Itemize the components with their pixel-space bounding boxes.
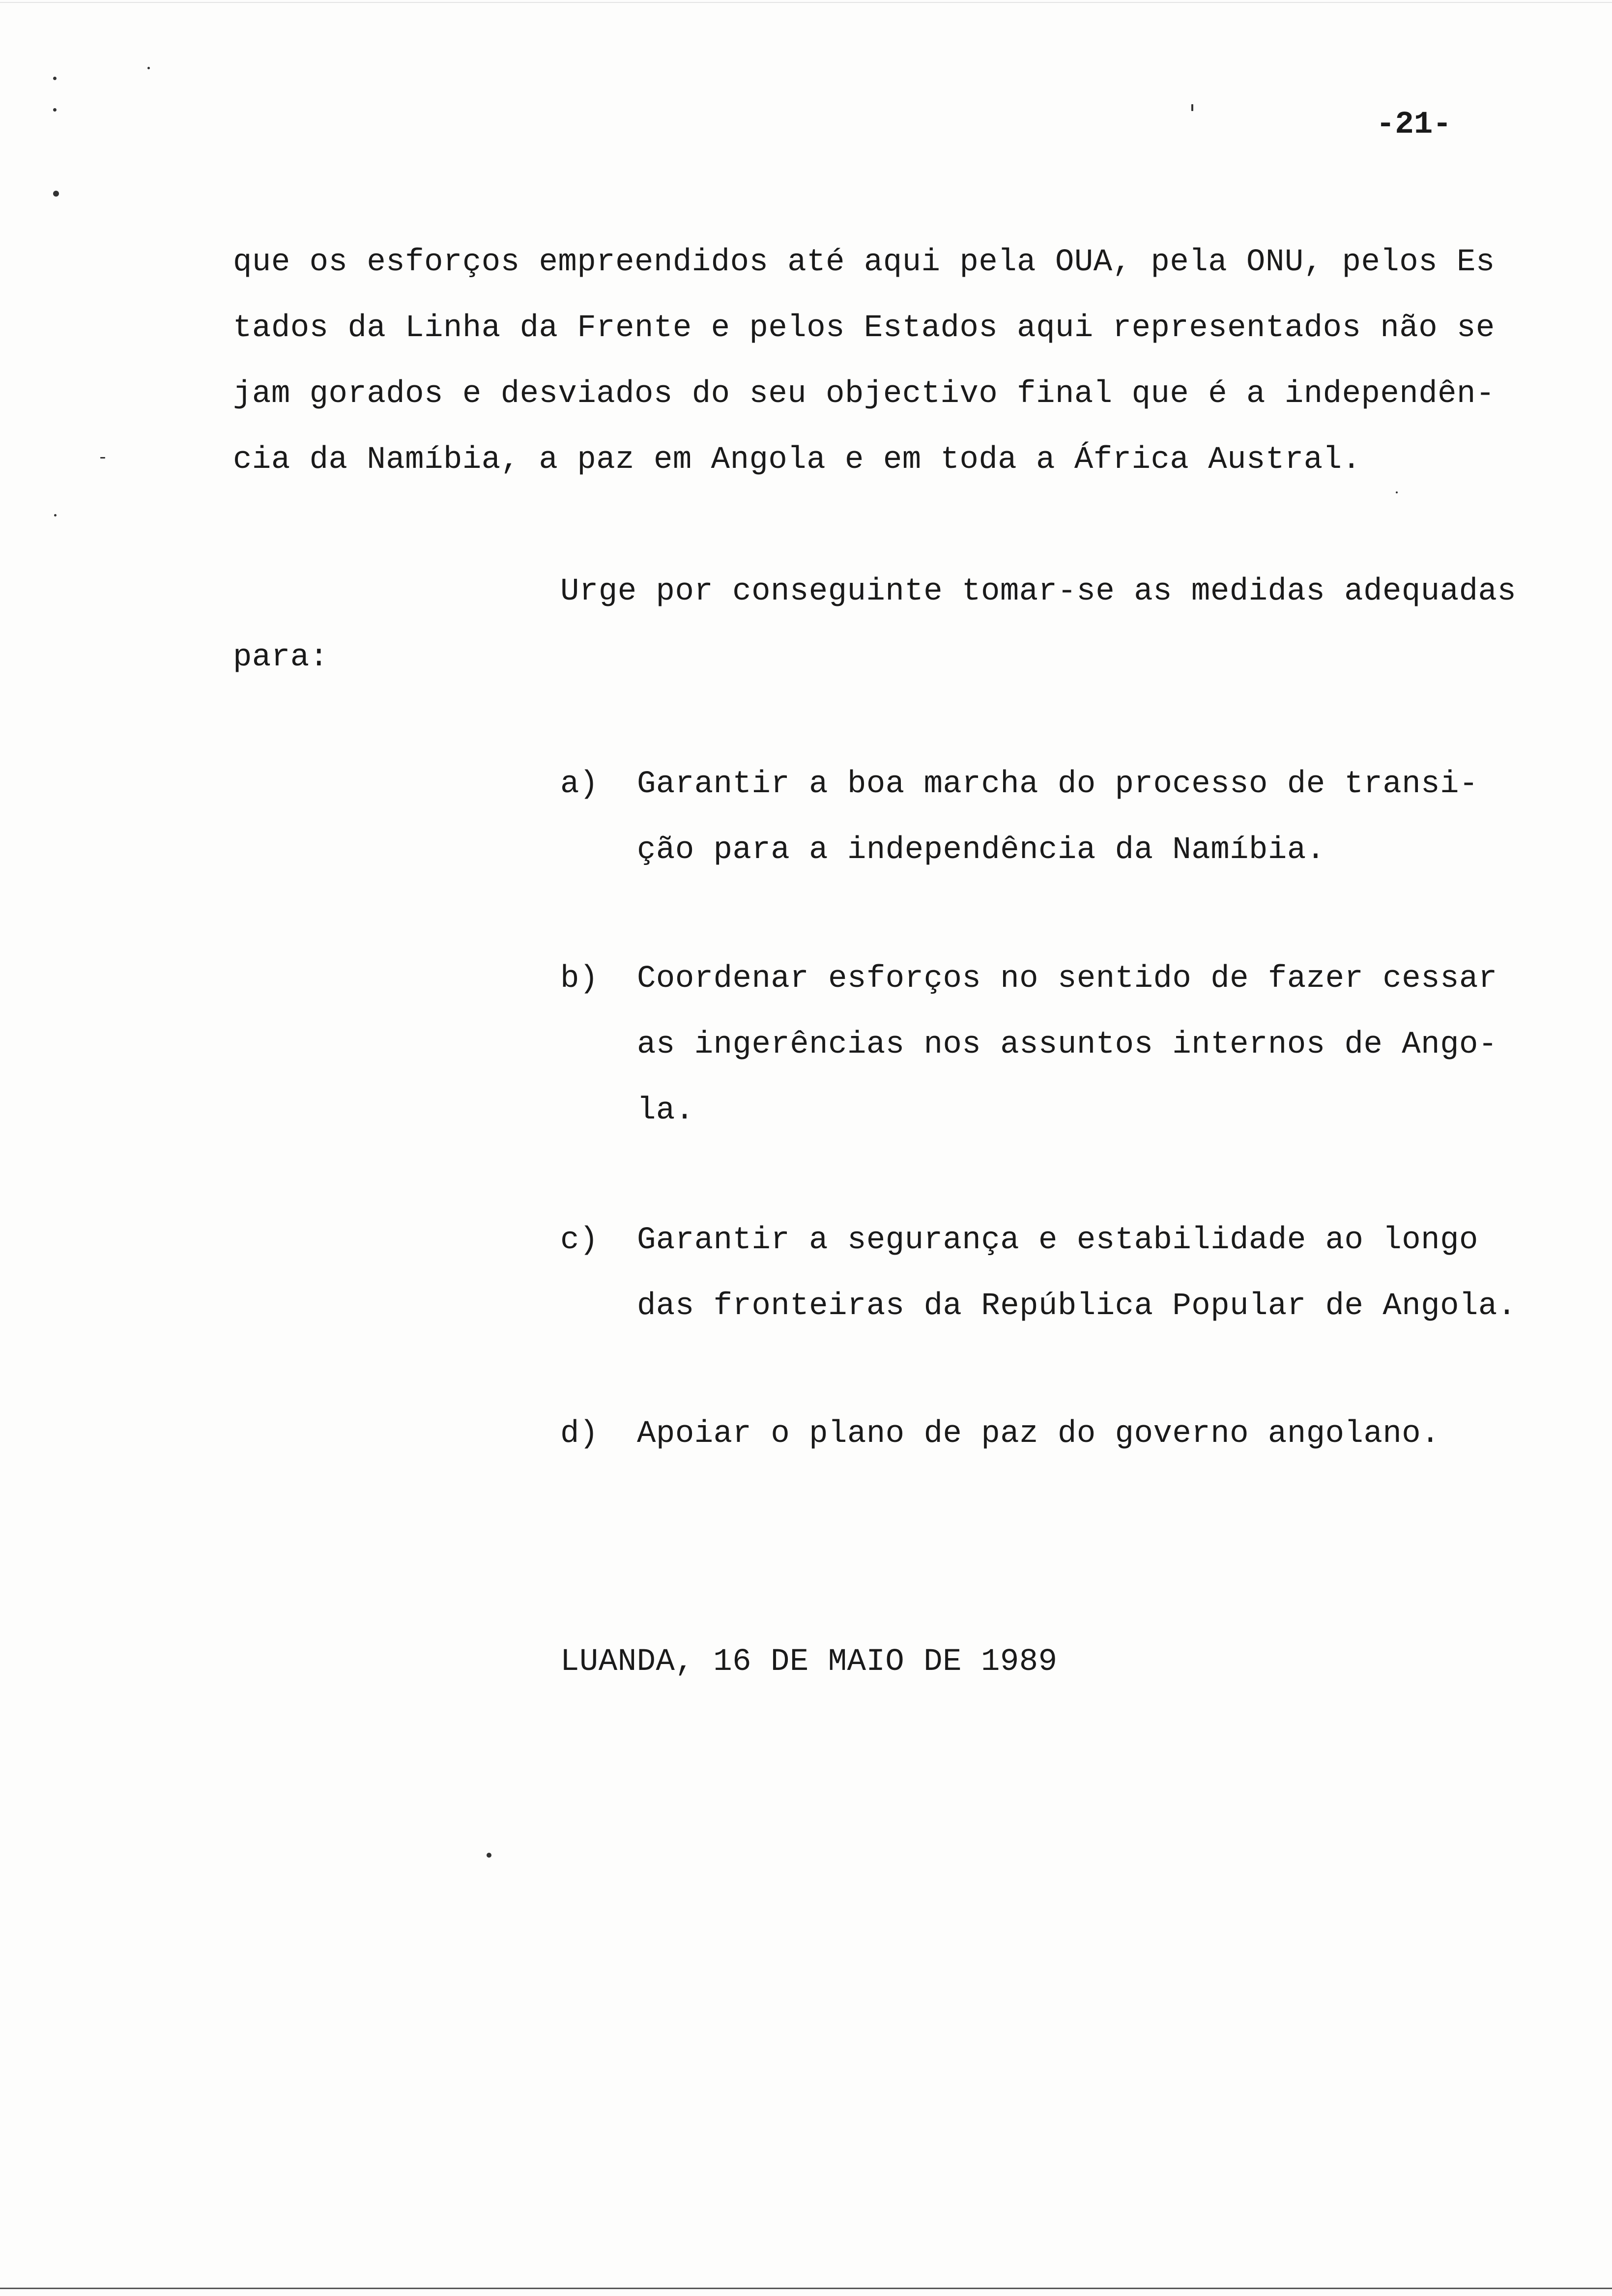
list-marker: d) [560,1416,599,1452]
text-line: tados da Linha da Frente e pelos Estados aqui representados não se [233,311,1495,346]
scan-speck [100,457,105,459]
text-line: Apoiar o plano de paz do governo angolano. [637,1416,1440,1452]
list-marker: c) [560,1223,599,1258]
scan-speck [53,77,57,80]
scan-speck [487,1853,491,1858]
text-line: Urge por conseguinte tomar-se as medidas adequadas [560,574,1517,609]
list-marker: a) [560,767,599,802]
text-line: das fronteiras da República Popular de Angola. [637,1289,1517,1324]
scan-edge-top [0,2,1612,3]
scan-speck [54,514,57,517]
scan-speck [1191,104,1193,111]
text-line: jam gorados e desviados do seu objectivo final que é a independên- [233,376,1495,412]
scan-speck [53,191,59,197]
place-date-line: LUANDA, 16 DE MAIO DE 1989 [560,1644,1058,1680]
scan-speck [1396,491,1398,493]
list-marker: b) [560,961,599,997]
text-line: as ingerências nos assuntos internos de Ango- [637,1027,1497,1062]
page-number: -21- [1376,107,1452,143]
text-line: Garantir a segurança e estabilidade ao longo [637,1223,1478,1258]
text-line: cia da Namíbia, a paz em Angola e em toda a África Austral. [233,442,1361,478]
scan-speck [53,108,57,112]
text-line: para: [233,640,329,675]
text-line: la. [637,1093,694,1128]
text-line: Coordenar esforços no sentido de fazer cessar [637,961,1497,997]
scan-edge-bottom [0,2288,1612,2289]
scan-speck [147,67,150,69]
text-line: que os esforços empreendidos até aqui pela OUA, pela ONU, pelos Es [233,245,1495,280]
text-line: ção para a independência da Namíbia. [637,832,1325,868]
text-line: Garantir a boa marcha do processo de transi- [637,767,1478,802]
